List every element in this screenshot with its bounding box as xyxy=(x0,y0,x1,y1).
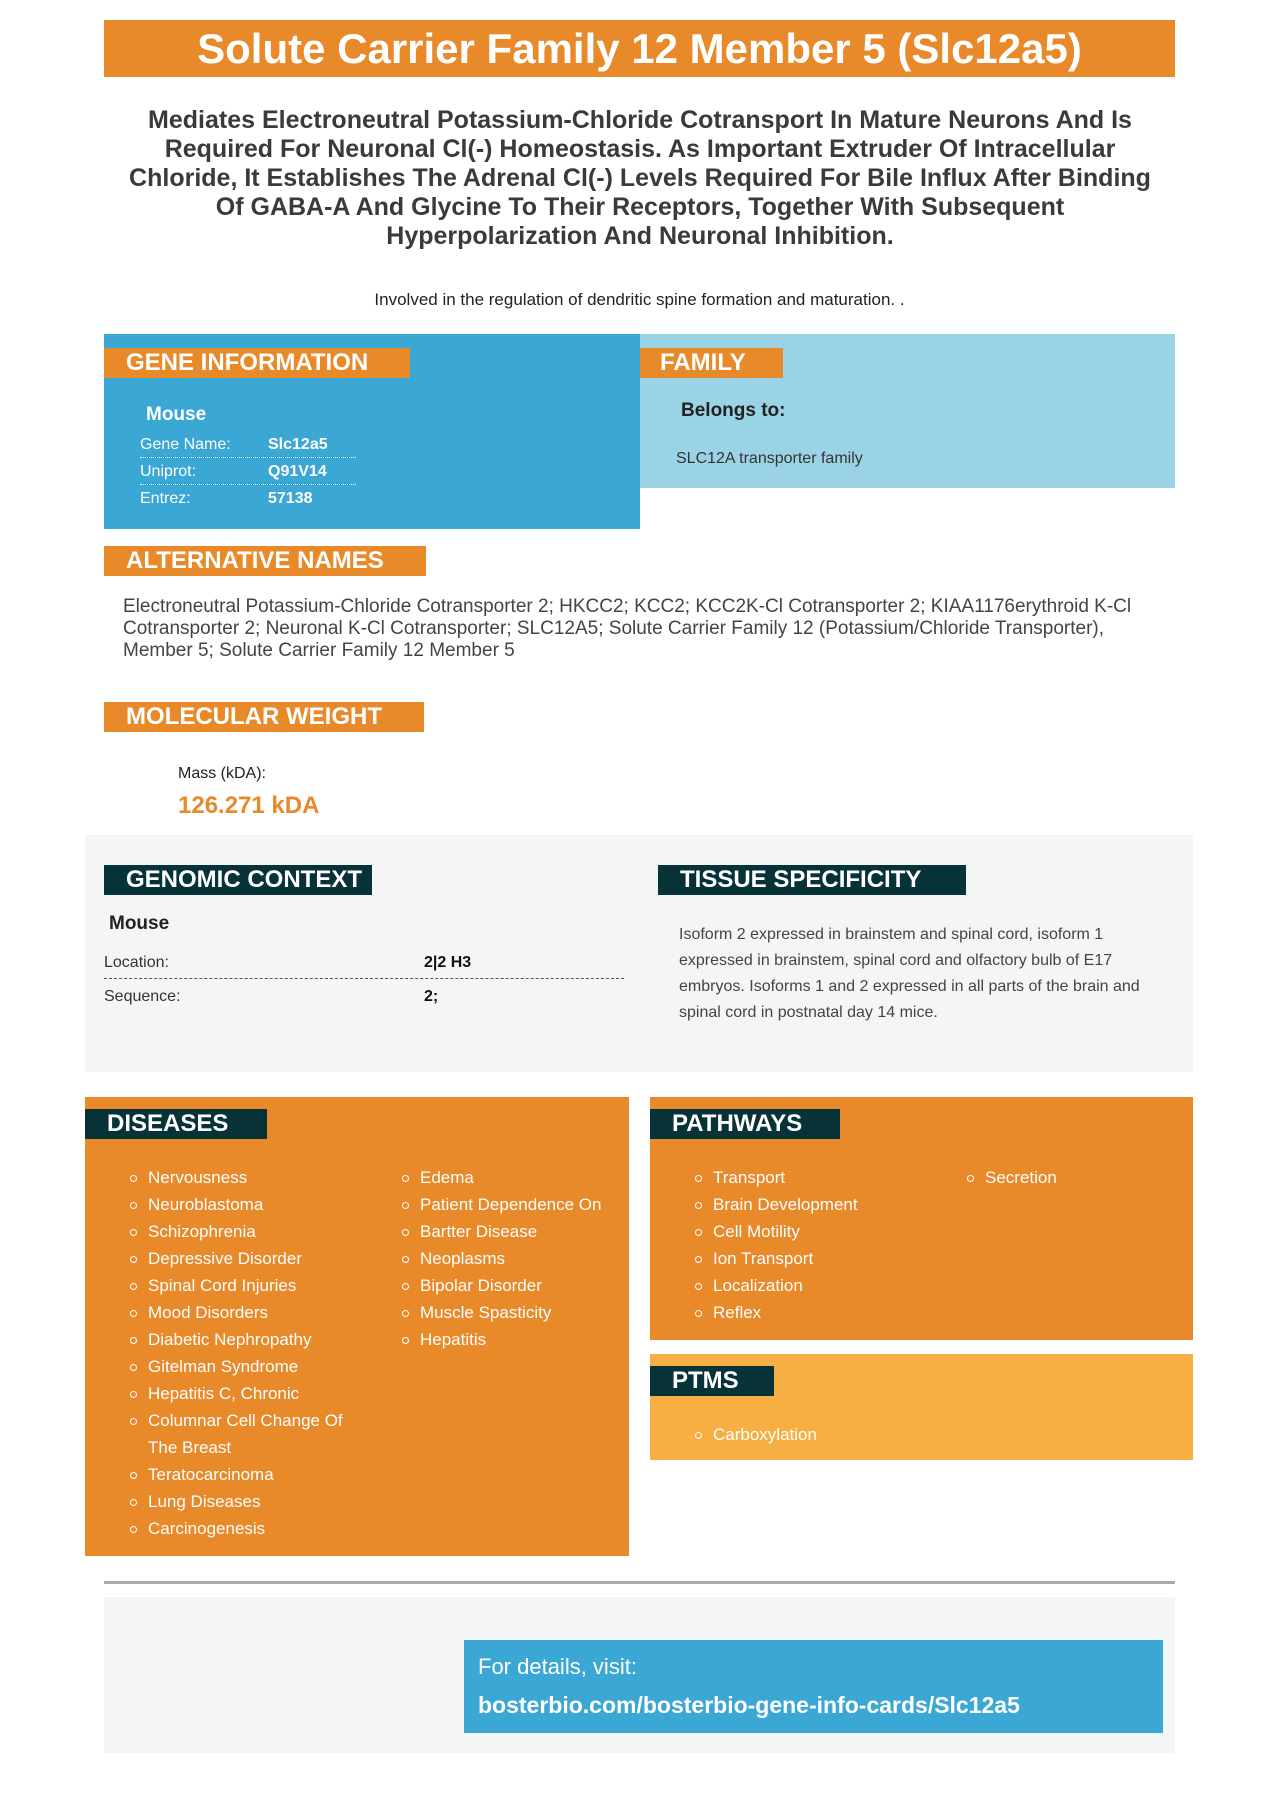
family-panel xyxy=(640,334,1175,488)
family-value: SLC12A transporter family xyxy=(676,450,863,467)
row-value: Slc12a5 xyxy=(268,436,328,453)
list-item: Nervousness xyxy=(128,1164,348,1191)
row-label: Uniprot: xyxy=(140,463,197,480)
molecular-weight-header: MOLECULAR WEIGHT xyxy=(104,702,424,732)
list-item: Patient Dependence On xyxy=(400,1191,625,1218)
page-title: Solute Carrier Family 12 Member 5 (Slc12a5) xyxy=(104,20,1175,77)
list-item: Lung Diseases xyxy=(128,1488,348,1515)
location-value: 2|2 H3 xyxy=(424,954,472,971)
list-item: Carboxylation xyxy=(693,1421,933,1448)
list-item: Depressive Disorder xyxy=(128,1245,348,1272)
location-label: Location: xyxy=(104,954,169,971)
alternative-names-text: Electroneutral Potassium-Chloride Cotransporter 2; HKCC2; KCC2; KCC2K-Cl Cotransporter 2; KIAA1176erythroid K-Cl Cotransporter 2; Neuronal K-Cl Cotransporter; SLC12A5; Solute Carrier Family 12 (Potassium/Chloride Transporter), Member 5; Solute Carrier Family 12 Member 5 xyxy=(123,596,1132,661)
involved-text: Involved in the regulation of dendritic spine formation and maturation. . xyxy=(374,290,905,309)
list-item: Neuroblastoma xyxy=(128,1191,348,1218)
genomic-context-header: GENOMIC CONTEXT xyxy=(104,865,372,895)
ptms-panel xyxy=(650,1354,1193,1460)
list-item: Edema xyxy=(400,1164,625,1191)
details-box xyxy=(464,1640,1163,1733)
list-item: Hepatitis C, Chronic xyxy=(128,1380,348,1407)
pathways-list-1 xyxy=(693,1164,933,1326)
details-label: For details, visit: xyxy=(478,1654,637,1679)
row-value: 57138 xyxy=(268,490,313,507)
divider xyxy=(104,1581,1175,1584)
diseases-panel xyxy=(85,1097,629,1556)
tissue-specificity-header: TISSUE SPECIFICITY xyxy=(658,865,966,895)
mass-label: Mass (kDA): xyxy=(178,765,266,782)
family-header: FAMILY xyxy=(640,348,783,378)
list-item: Transport xyxy=(693,1164,933,1191)
sequence-value: 2; xyxy=(424,988,439,1005)
pathways-panel xyxy=(650,1097,1193,1340)
list-item: Reflex xyxy=(693,1299,933,1326)
list-item: Hepatitis xyxy=(400,1326,625,1353)
list-item: Cell Motility xyxy=(693,1218,933,1245)
list-item: Columnar Cell Change Of The Breast xyxy=(128,1407,348,1461)
diseases-list-2 xyxy=(400,1164,625,1353)
sequence-label: Sequence: xyxy=(104,988,181,1005)
list-item: Diabetic Nephropathy xyxy=(128,1326,348,1353)
list-item: Bipolar Disorder xyxy=(400,1272,625,1299)
genomic-species: Mouse xyxy=(109,913,170,934)
row-label: Entrez: xyxy=(140,490,191,507)
ptms-list xyxy=(693,1421,933,1448)
gene-name-row xyxy=(140,431,356,458)
entrez-row xyxy=(140,485,356,512)
list-item: Teratocarcinoma xyxy=(128,1461,348,1488)
list-item: Gitelman Syndrome xyxy=(128,1353,348,1380)
list-item: Ion Transport xyxy=(693,1245,933,1272)
location-row xyxy=(104,947,624,979)
list-item: Mood Disorders xyxy=(128,1299,348,1326)
list-item: Muscle Spasticity xyxy=(400,1299,625,1326)
pathways-header: PATHWAYS xyxy=(650,1109,840,1139)
belongs-to-label: Belongs to: xyxy=(681,400,786,421)
row-label: Gene Name: xyxy=(140,436,231,453)
list-item: Carcinogenesis xyxy=(128,1515,348,1542)
gene-information-header: GENE INFORMATION xyxy=(104,348,410,378)
diseases-list-1 xyxy=(128,1164,348,1542)
tissue-specificity-text: Isoform 2 expressed in brainstem and spinal cord, isoform 1 expressed in brainstem, spinal cord and olfactory bulb of E17 embryos. Isoforms 1 and 2 expressed in all parts of the brain and spinal cord in postnatal day 14 mice. xyxy=(679,926,1140,1021)
list-item: Neoplasms xyxy=(400,1245,625,1272)
list-item: Brain Development xyxy=(693,1191,933,1218)
list-item: Spinal Cord Injuries xyxy=(128,1272,348,1299)
species-label: Mouse xyxy=(146,404,207,425)
list-item: Secretion xyxy=(965,1164,1165,1191)
gene-information-panel xyxy=(104,334,640,529)
gene-description: Mediates Electroneutral Potassium-Chloride Cotransport In Mature Neurons And Is Required For Neuronal Cl(-) Homeostasis. As Important Extruder Of Intracellular Chloride, It Establishes The Adrenal Cl(-) Levels Required For Bile Influx After Binding Of GABA-A And Glycine To Their Receptors, Together With Subsequent Hyperpolarization And Neuronal Inhibition. xyxy=(129,106,1151,250)
diseases-header: DISEASES xyxy=(85,1109,267,1139)
alternative-names-header: ALTERNATIVE NAMES xyxy=(104,546,426,576)
list-item: Bartter Disease xyxy=(400,1218,625,1245)
uniprot-row xyxy=(140,458,356,485)
ptms-header: PTMS xyxy=(650,1366,774,1396)
list-item: Schizophrenia xyxy=(128,1218,348,1245)
row-value: Q91V14 xyxy=(268,463,327,480)
sequence-row xyxy=(104,981,624,1013)
pathways-list-2 xyxy=(965,1164,1165,1191)
list-item: Localization xyxy=(693,1272,933,1299)
genomic-tissue-section xyxy=(85,835,1193,1072)
details-link[interactable]: bosterbio.com/bosterbio-gene-info-cards/Slc12a5 xyxy=(478,1692,1020,1718)
mass-value: 126.271 kDA xyxy=(178,792,320,819)
